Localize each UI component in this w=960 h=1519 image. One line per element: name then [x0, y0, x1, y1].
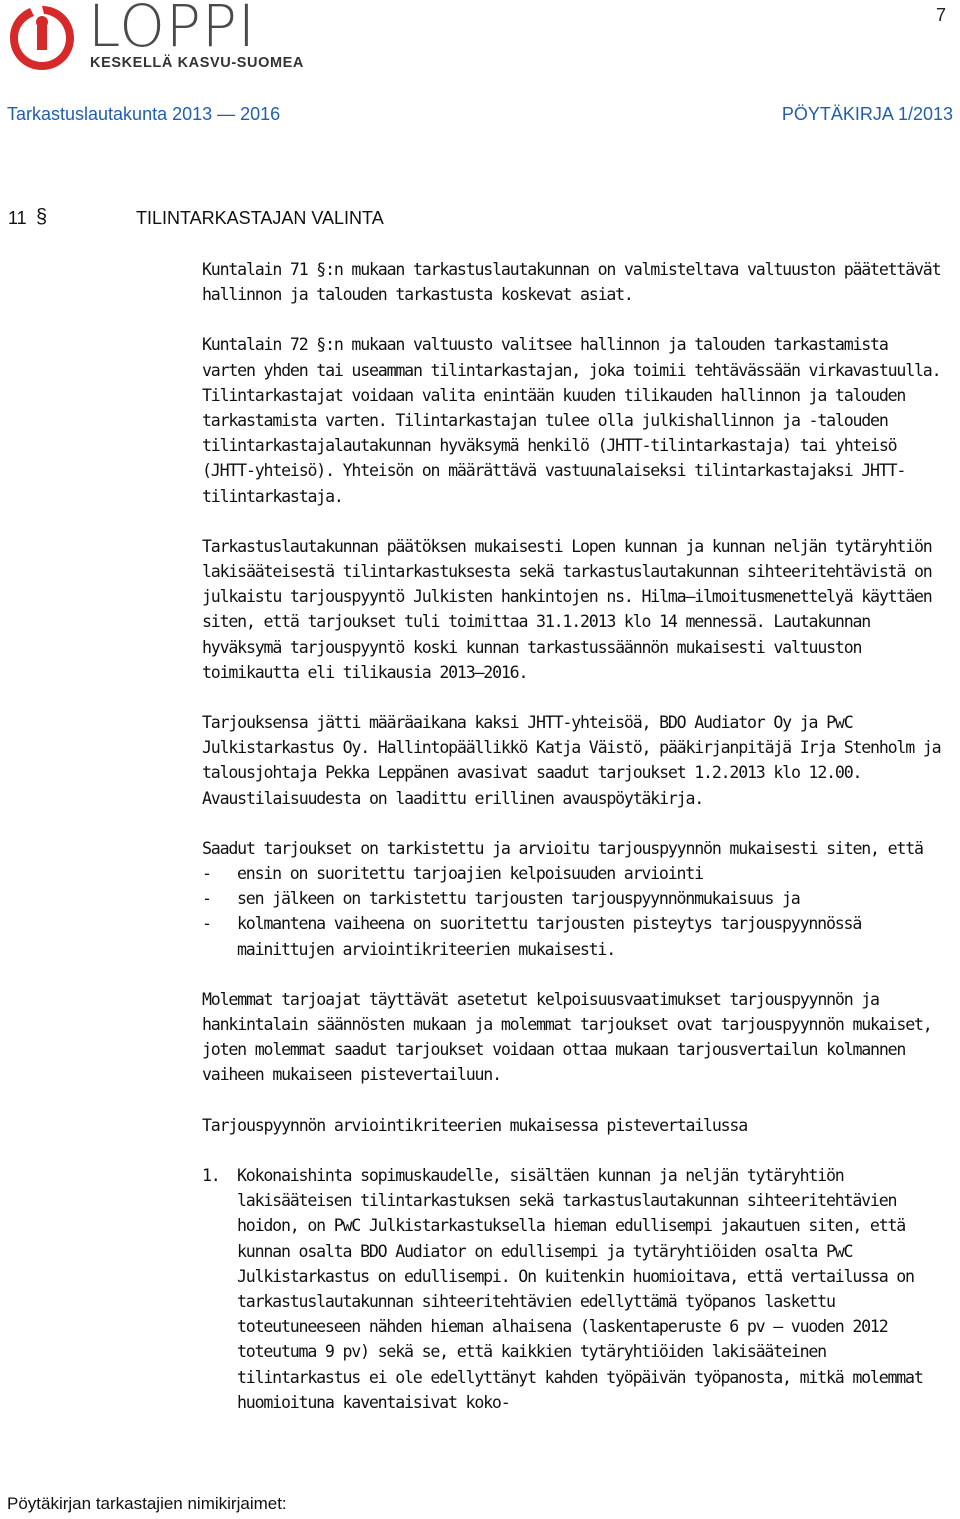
section-symbol: §: [36, 206, 48, 228]
paragraph-5: Saadut tarjoukset on tarkistettu ja arvioitu tarjouspyynnön mukaisesti siten, että: [202, 838, 923, 858]
header-minutes-number: PÖYTÄKIRJA 1/2013: [781, 104, 953, 124]
list-item-text: sen jälkeen on tarkistettu tarjousten tarjouspyynnönmukaisuus ja: [237, 889, 800, 909]
page-number: 7: [935, 5, 946, 25]
list-item-text: ensin on suoritettu tarjoajien kelpoisuuden arviointi: [237, 864, 703, 884]
header-committee: Tarkastuslautakunta 2013 — 2016: [7, 104, 281, 124]
numbered-list-item-text: Kokonaishinta sopimuskaudelle, sisältäen kunnan ja neljän tytäryhtiön lakisääteisen tilintarkastuksen sekä tarkastuslautakunnan sihteeritehtävien hoidon, on PwC Julkistarkastuksella hieman edullisempi jakautuen siten, että kunnan osalta BDO Audiator on edullisempi ja tytäryhtiöiden osalta PwC Julkistarkastus on edullisempi. On kuitenkin huomioitava, että vertailussa on tarkastuslautakunnan sihteeritehtävien edellyttämä työpanos laskettu toteutuneeseen nähden hieman alhaisena (laskentaperuste 6 pv — vuoden 2012 toteutuma 9 pv) sekä se, että kaikkien tytäryhtiöiden lakisääteinen tilintarkastus ei ole edellyttänyt kahden työpäivän työpanosta, mitkä molemmat huomioituna kaventaisivat koko-: [237, 1165, 923, 1412]
loppi-emblem-icon: [4, 2, 80, 76]
document-body: [202, 257, 947, 1415]
paragraph-3: Tarkastuslautakunnan päätöksen mukaisesti Lopen kunnan ja kunnan neljän tytäryhtiön lakisääteisestä tilintarkastuksesta sekä tarkastuslautakunnan sihteeritehtävistä on julkaistu tarjouspyyntö Julkisten hankintojen ns. Hilma—ilmoitusmenettelyä käyttäen siten, että tarjoukset tuli toimittaa 31.1.2013 klo 14 mennessä. Lautakunnan hyväksymä tarjouspyyntö koski kunnan tarkastussäännön mukaisesti valtuuston toimikautta eli tilikausia 2013—2016.: [202, 536, 932, 682]
paragraph-7: Tarjouspyynnön arviointikriteerien mukaisessa pistevertailussa: [202, 1115, 747, 1135]
dash-list: [202, 861, 947, 962]
section-number: 11: [8, 208, 27, 228]
list-number: 1.: [202, 1165, 220, 1185]
section-title: TILINTARKASTAJAN VALINTA: [136, 208, 384, 228]
footer-initials-label: Pöytäkirjan tarkastajien nimikirjaimet:: [7, 1494, 287, 1513]
logo-tagline: KESKELLÄ KASVU-SUOMEA: [90, 55, 304, 71]
paragraph-1: Kuntalain 71 §:n mukaan tarkastuslautakunnan on valmisteltava valtuuston päätettävät hallinnon ja talouden tarkastusta koskevat asiat.: [202, 260, 941, 305]
loppi-logo: [4, 0, 304, 80]
paragraph-6: Molemmat tarjoajat täyttävät asetetut kelpoisuusvaatimukset tarjouspyynnön ja hankintalain säännösten mukaan ja molemmat tarjoukset ovat tarjouspyynnön mukaiset, joten molemmat saadut tarjoukset voidaan ottaa mukaan tarjousvertailun kolmannen vaiheen mukaiseen pistevertailuun.: [202, 989, 932, 1085]
list-marker: -: [202, 864, 211, 884]
list-item: [202, 861, 947, 886]
numbered-list-item: [202, 1163, 947, 1415]
list-item-text: kolmantena vaiheena on suoritettu tarjousten pisteytys tarjouspyynnössä mainittujen arviointikriteerien mukaisesti.: [237, 914, 862, 959]
list-marker: -: [202, 889, 211, 909]
paragraph-4: Tarjouksensa jätti määräaikana kaksi JHTT-yhteisöä, BDO Audiator Oy ja PwC Julkistarkastus Oy. Hallintopäällikkö Katja Väistö, pääkirjanpitäjä Irja Stenholm ja talousjohtaja Pekka Leppänen avasivat saadut tarjoukset 1.2.2013 klo 12.00. Avaustilaisuudesta on laadittu erillinen avauspöytäkirja.: [202, 713, 941, 808]
paragraph-2: Kuntalain 72 §:n mukaan valtuusto valitsee hallinnon ja talouden tarkastamista varten yhden tai useamman tilintarkastajan, joka toimii tehtävässään virkavastuulla. Tilintarkastajat voidaan valita enintään kuuden tilikauden hallinnon ja talouden tarkastamista varten. Tilintarkastajan tulee olla julkishallinnon ja -talouden tilintarkastajalautakunnan hyväksymä henkilö (JHTT-tilintarkastaja) tai yhteisö (JHTT-yhteisö). Yhteisön on määrättävä vastuunalaiseksi tilintarkastajaksi JHTT-tilintarkastaja.: [202, 335, 941, 506]
list-marker: -: [202, 914, 211, 934]
logo-wordmark: LOPPI: [88, 0, 256, 60]
list-item: [202, 886, 947, 911]
list-item: [202, 911, 947, 961]
